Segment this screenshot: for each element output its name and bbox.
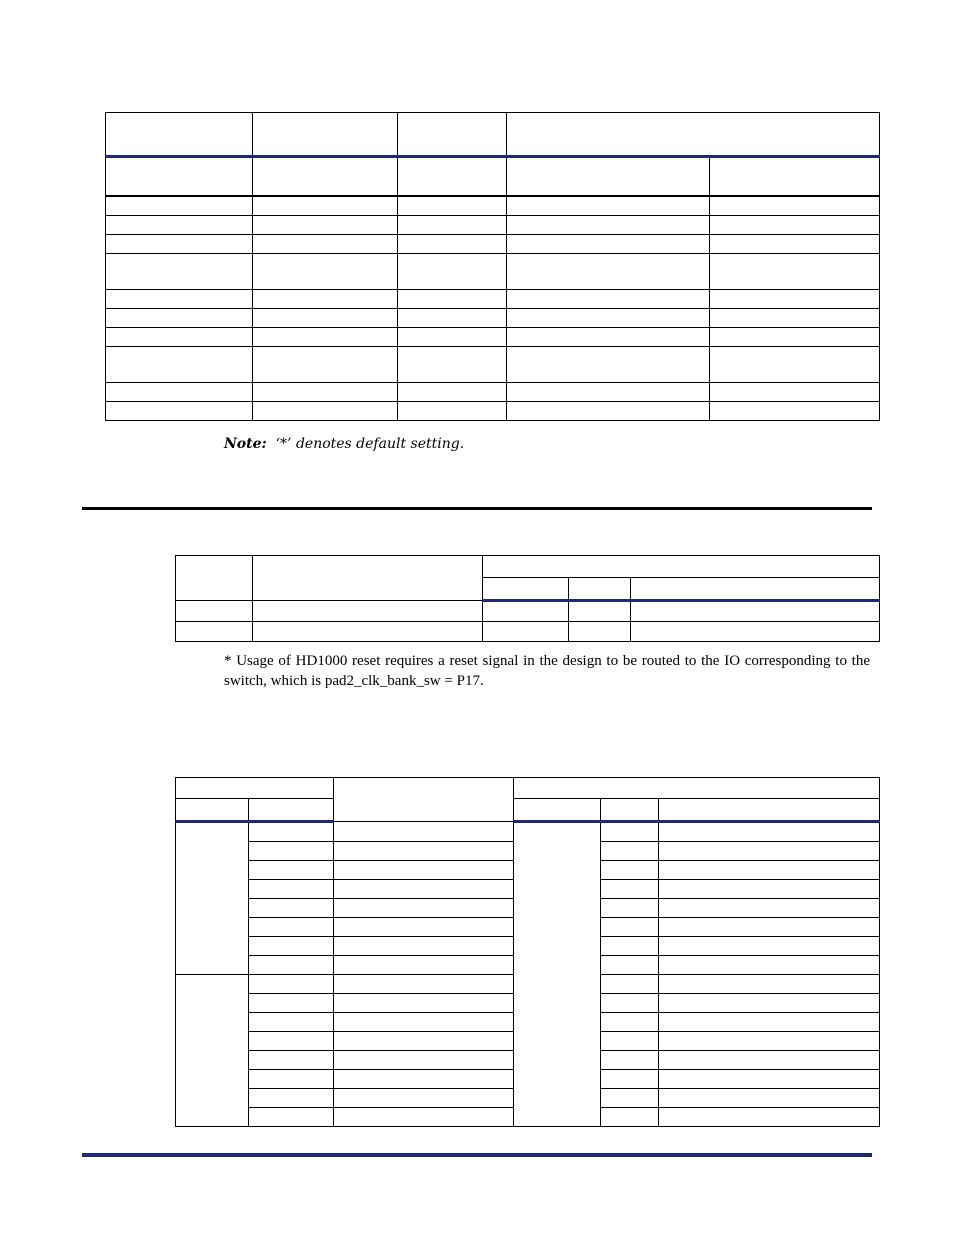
table-header-cell bbox=[253, 113, 398, 157]
group-cell bbox=[514, 822, 601, 1127]
table-header-cell bbox=[249, 799, 334, 822]
table-row bbox=[106, 328, 880, 347]
group-cell bbox=[176, 975, 249, 1127]
table-header-cell bbox=[106, 113, 253, 157]
note-text: ‘*’ denotes default setting. bbox=[275, 436, 465, 452]
table-cell bbox=[507, 157, 710, 197]
table-header-cell bbox=[176, 778, 334, 799]
table-cell bbox=[253, 157, 398, 197]
table-header-cell bbox=[334, 778, 514, 822]
table-row bbox=[106, 383, 880, 402]
table-header-cell bbox=[601, 799, 659, 822]
table-header-cell bbox=[514, 778, 880, 799]
io-table bbox=[175, 777, 880, 1127]
table-row bbox=[176, 622, 880, 642]
table-row bbox=[176, 601, 880, 622]
table-header-cell bbox=[176, 799, 249, 822]
table-header-cell bbox=[631, 578, 880, 601]
table-cell bbox=[710, 157, 880, 197]
table-row bbox=[106, 402, 880, 421]
table-note bbox=[224, 436, 464, 452]
table-header-cell bbox=[514, 799, 601, 822]
note-label: Note: bbox=[224, 436, 267, 452]
table-cell bbox=[398, 157, 507, 197]
table-header-cell bbox=[483, 578, 569, 601]
table-header-cell bbox=[398, 113, 507, 157]
settings-table bbox=[105, 112, 880, 421]
table-header-cell bbox=[176, 556, 253, 601]
table-header-cell bbox=[483, 556, 880, 578]
table-row bbox=[106, 196, 880, 216]
table-header-cell bbox=[569, 578, 631, 601]
table-row bbox=[106, 216, 880, 235]
table-header-cell bbox=[507, 113, 880, 157]
table-row bbox=[106, 309, 880, 328]
table-header-cell bbox=[659, 799, 880, 822]
table-row bbox=[106, 347, 880, 383]
group-cell bbox=[176, 822, 249, 975]
reset-table bbox=[175, 555, 880, 642]
section-divider bbox=[82, 507, 872, 510]
table-header-cell bbox=[253, 556, 483, 601]
table-row bbox=[106, 254, 880, 290]
footnote: * Usage of HD1000 reset requires a reset signal in the design to be routed to the IO corresponding to the switch, which is pad2_clk_bank_sw = P17. bbox=[224, 653, 870, 689]
table-row bbox=[106, 290, 880, 309]
table-row bbox=[176, 822, 880, 842]
table-cell bbox=[106, 157, 253, 197]
table-row bbox=[106, 235, 880, 254]
page-footer-rule bbox=[82, 1153, 872, 1157]
